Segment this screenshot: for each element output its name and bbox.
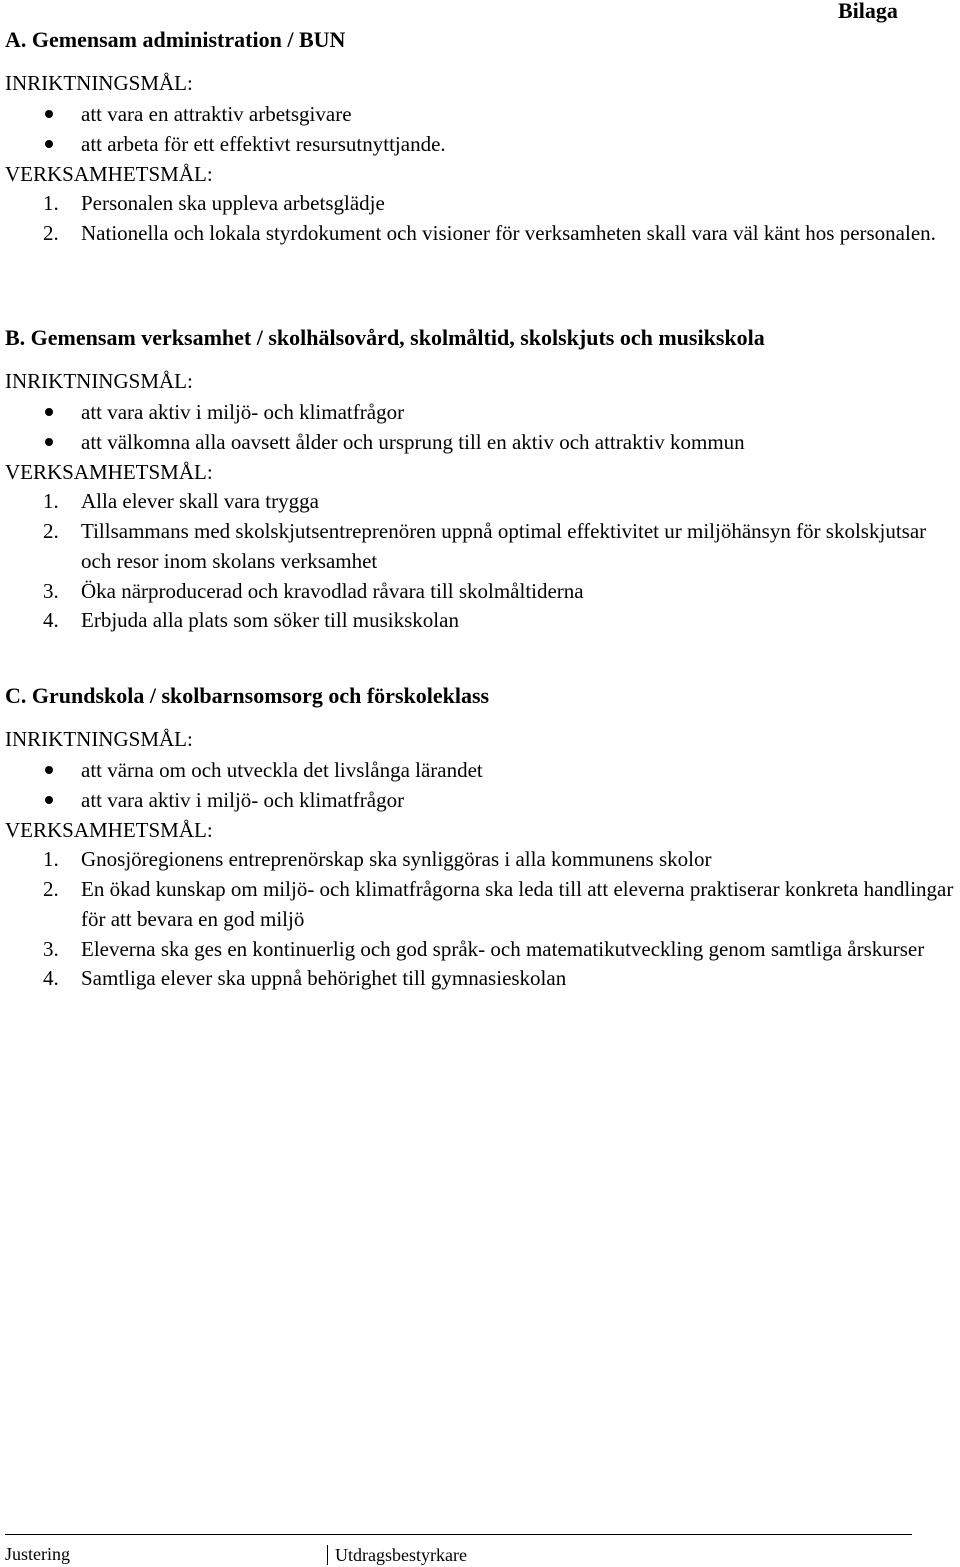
section-title: B. Gemensam verksamhet / skolhälsovård, skolmåltid, skolskjuts och musikskola <box>5 325 765 350</box>
list-item <box>5 785 955 816</box>
footer-divider <box>5 1534 912 1535</box>
list-item-text: Gnosjöregionens entreprenörskap ska synliggöras i alla kommunens skolor <box>81 847 712 872</box>
list-item-text: att arbeta för ett effektivt resursutnyttjande. <box>81 132 446 157</box>
list-item <box>5 964 955 994</box>
bullet-icon <box>45 438 53 446</box>
list-item <box>5 129 955 160</box>
list-item <box>5 577 955 607</box>
list-item <box>5 219 955 249</box>
inriktningsmal-list <box>5 397 955 458</box>
list-item-text: att vara en attraktiv arbetsgivare <box>81 101 352 126</box>
list-item-text: Eleverna ska ges en kontinuerlig och god språk- och matematikutveckling genom samtliga årskurser <box>81 936 925 961</box>
list-item <box>5 189 955 219</box>
list-item-text: att vara aktiv i miljö- och klimatfrågor <box>81 399 405 424</box>
list-item-number: 2. <box>43 221 59 246</box>
verksamhetsmal-list <box>5 189 955 248</box>
list-item-text: att vara aktiv i miljö- och klimatfrågor <box>81 788 405 813</box>
list-item-number: 2. <box>43 877 59 902</box>
bullet-icon <box>45 766 53 774</box>
section-a <box>5 25 955 249</box>
list-item-number: 3. <box>43 936 59 961</box>
list-item <box>5 517 955 576</box>
list-item-text: Nationella och lokala styrdokument och visioner för verksamheten skall vara väl känt hos personalen. <box>81 221 936 246</box>
list-item <box>5 606 955 636</box>
list-item-number: 1. <box>43 489 59 514</box>
section-title: C. Grundskola / skolbarnsomsorg och förskoleklass <box>5 683 490 708</box>
list-item-text: En ökad kunskap om miljö- och klimatfrågorna ska leda till att eleverna praktiserar konkreta handlingar för att bevara en god miljö <box>81 877 954 931</box>
list-item <box>5 397 955 428</box>
inriktningsmal-list <box>5 99 955 160</box>
verksamhetsmal-label: VERKSAMHETSMÅL: <box>5 161 213 186</box>
list-item-number: 4. <box>43 966 59 991</box>
list-item-text: Tillsammans med skolskjutsentreprenören uppnå optimal effektivitet ur miljöhänsyn för skolskjutsar och resor inom skolans verksamhet <box>81 519 927 573</box>
list-item <box>5 487 955 517</box>
list-item-text: att välkomna alla oavsett ålder och ursprung till en aktiv och attraktiv kommun <box>81 430 745 455</box>
list-item-number: 1. <box>43 191 59 216</box>
bullet-icon <box>45 110 53 118</box>
verksamhetsmal-list <box>5 845 955 994</box>
bullet-icon <box>45 140 53 148</box>
list-item-text: Alla elever skall vara trygga <box>81 489 319 514</box>
list-item-text: Öka närproducerad och kravodlad råvara till skolmåltiderna <box>81 578 584 603</box>
section-title: A. Gemensam administration / BUN <box>5 27 346 52</box>
inriktningsmal-label: INRIKTNINGSMÅL: <box>5 727 193 751</box>
list-item <box>5 935 955 965</box>
inriktningsmal-list <box>5 755 955 816</box>
list-item-number: 4. <box>43 608 59 633</box>
verksamhetsmal-label: VERKSAMHETSMÅL: <box>5 459 213 484</box>
verksamhetsmal-list <box>5 487 955 636</box>
verksamhetsmal-label: VERKSAMHETSMÅL: <box>5 817 213 842</box>
list-item-text: att värna om och utveckla det livslånga lärandet <box>81 757 483 782</box>
list-item-text: Erbjuda alla plats som söker till musikskolan <box>81 608 459 633</box>
inriktningsmal-label: INRIKTNINGSMÅL: <box>5 369 193 393</box>
list-item-number: 2. <box>43 519 59 544</box>
list-item <box>5 427 955 458</box>
list-item-number: 1. <box>43 847 59 872</box>
appendix-label: Bilaga <box>838 0 898 23</box>
list-item <box>5 845 955 875</box>
list-item <box>5 875 955 934</box>
list-item-text: Samtliga elever ska uppnå behörighet till gymnasieskolan <box>81 966 567 991</box>
bullet-icon <box>45 408 53 416</box>
section-b <box>5 323 955 636</box>
list-item <box>5 99 955 130</box>
list-item-text: Personalen ska uppleva arbetsglädje <box>81 191 385 216</box>
list-item <box>5 755 955 786</box>
list-item-number: 3. <box>43 578 59 603</box>
section-c <box>5 681 955 994</box>
justering-label: Justering <box>5 1544 70 1564</box>
bullet-icon <box>45 796 53 804</box>
utdragsbestyrkare-label: Utdragsbestyrkare <box>327 1545 467 1565</box>
inriktningsmal-label: INRIKTNINGSMÅL: <box>5 71 193 95</box>
